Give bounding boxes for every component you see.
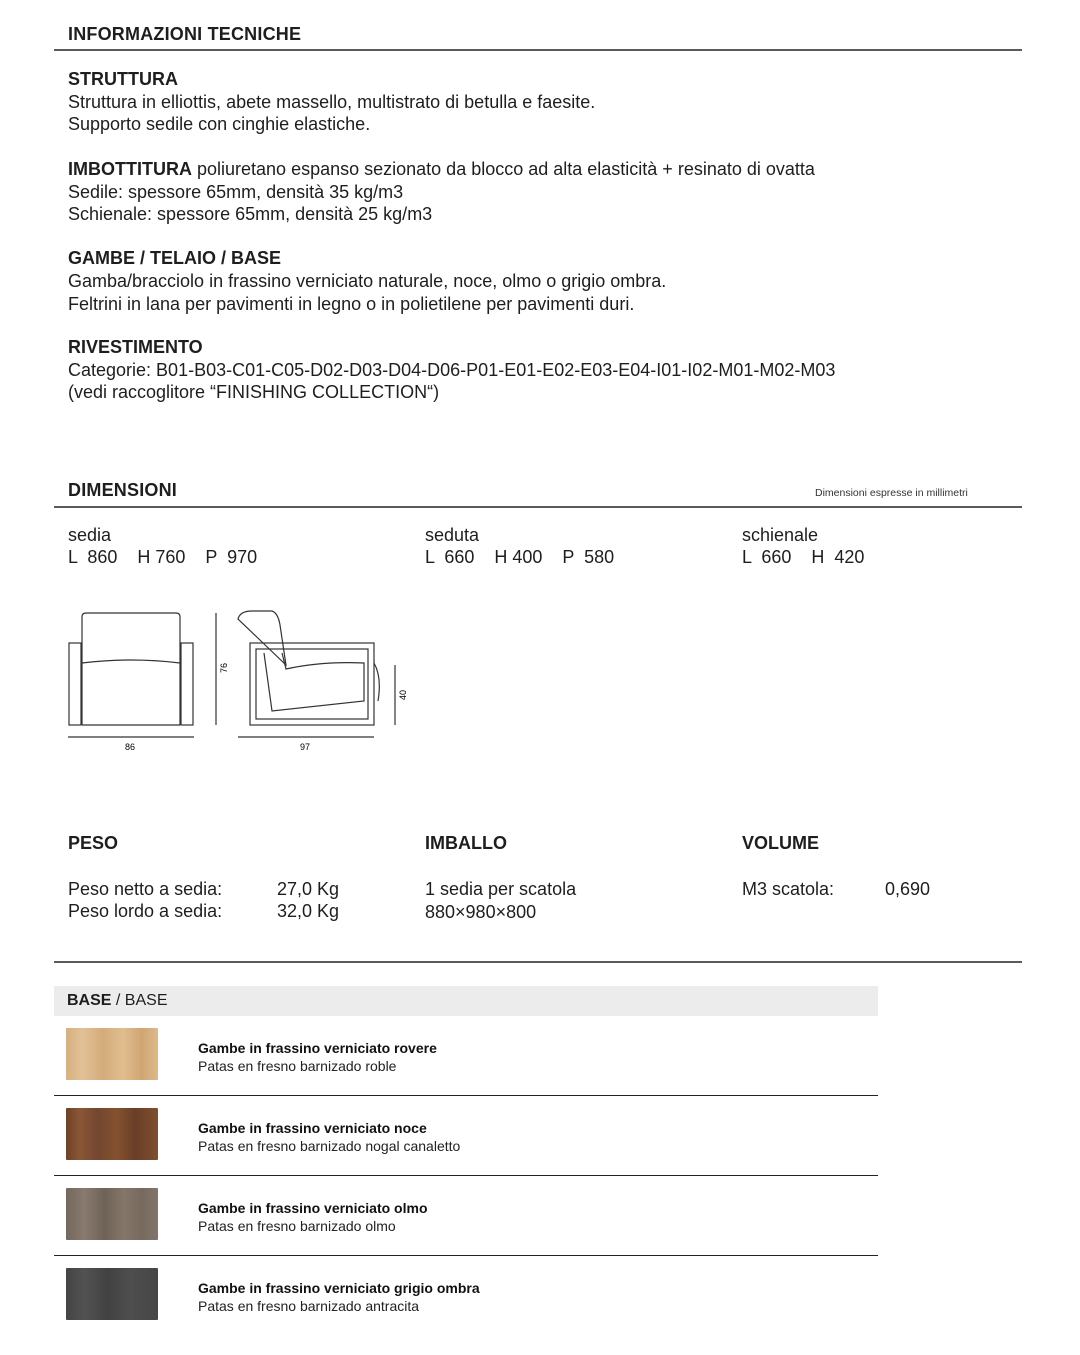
base-finish-row (54, 1016, 878, 1096)
imbottitura-description: poliuretano espanso sezionato da blocco ad alta elasticità + resinato di ovatta (197, 159, 815, 179)
seat-height-label: 40 (398, 689, 408, 700)
finish-name-es: Patas en fresno barnizado antracita (198, 1298, 420, 1314)
rivestimento-line-1: Categorie: B01-B03-C01-C05-D02-D03-D04-D06-P01-E01-E02-E03-E04-I01-I02-M01-M02-M03 (68, 360, 836, 380)
rivestimento-line-2: (vedi raccoglitore “FINISHING COLLECTION“) (68, 382, 440, 402)
dimensioni-divider (54, 506, 1022, 508)
armchair-technical-drawing (60, 605, 420, 755)
front-height-label: 76 (219, 662, 229, 673)
dim-schienale-values: L 660 H 420 (742, 547, 865, 567)
dim-seduta-values: L 660 H 400 P 580 (425, 547, 615, 567)
volume-title: VOLUME (742, 833, 820, 853)
base-title-rest: BASE (124, 992, 168, 1009)
rivestimento-title: RIVESTIMENTO (68, 337, 203, 357)
front-width-label: 86 (125, 742, 136, 752)
imballo-line-2: 880×980×800 (425, 902, 537, 922)
base-section-title (67, 986, 167, 1016)
peso-netto-value: 27,0 Kg (277, 879, 340, 899)
front-seat-cushion (82, 660, 180, 663)
base-title-separator: / (111, 992, 125, 1009)
imbottitura-line-2: Schienale: spessore 65mm, densità 25 kg/m3 (68, 204, 433, 224)
struttura-line-2: Supporto sedile con cinghie elastiche. (68, 114, 371, 134)
base-finish-row (54, 1176, 878, 1256)
base-finish-row (54, 1256, 878, 1336)
volume-label: M3 scatola: (742, 879, 835, 899)
finish-name-es: Patas en fresno barnizado olmo (198, 1218, 396, 1234)
side-depth-label: 97 (300, 742, 311, 752)
front-right-arm (181, 643, 193, 725)
peso-lordo-label: Peso lordo a sedia: (68, 901, 223, 921)
side-back-curve (374, 663, 379, 701)
finish-swatch-olmo (66, 1188, 158, 1240)
dimensioni-title: DIMENSIONI (68, 480, 178, 500)
imbottitura-line-1: Sedile: spessore 65mm, densità 35 kg/m3 (68, 182, 404, 202)
side-view (238, 611, 395, 737)
side-frame-inner (256, 649, 368, 719)
base-section-header (54, 986, 878, 1016)
imbottitura-title: IMBOTTITURA (68, 159, 192, 179)
specs-divider (54, 961, 1022, 963)
finish-swatch-grigio-ombra (66, 1268, 158, 1320)
finish-name-it: Gambe in frassino verniciato noce (198, 1120, 427, 1136)
finish-name-es: Patas en fresno barnizado roble (198, 1058, 397, 1074)
imbottitura-heading (68, 158, 815, 181)
side-backrest-top (238, 611, 286, 665)
dim-seduta-label: seduta (425, 525, 480, 545)
finish-swatch-noce (66, 1108, 158, 1160)
side-seat (264, 653, 364, 711)
finish-swatch-rovere (66, 1028, 158, 1080)
volume-value: 0,690 (885, 879, 931, 899)
finish-name-it: Gambe in frassino verniciato olmo (198, 1200, 428, 1216)
finish-name-it: Gambe in frassino verniciato rovere (198, 1040, 437, 1056)
peso-netto-label: Peso netto a sedia: (68, 879, 223, 899)
dimensioni-note: Dimensioni espresse in millimetri (815, 487, 968, 499)
front-view (68, 613, 216, 737)
gambe-line-1: Gamba/bracciolo in frassino verniciato naturale, noce, olmo o grigio ombra. (68, 271, 667, 291)
struttura-title: STRUTTURA (68, 69, 178, 89)
peso-title: PESO (68, 833, 119, 853)
struttura-line-1: Struttura in elliottis, abete massello, multistrato di betulla e faesite. (68, 92, 596, 112)
imballo-title: IMBALLO (425, 833, 507, 853)
front-left-arm (69, 643, 81, 725)
base-title-bold: BASE (67, 992, 112, 1009)
page-title: INFORMAZIONI TECNICHE (68, 24, 302, 44)
front-backrest (82, 613, 180, 725)
finish-name-it: Gambe in frassino verniciato grigio ombra (198, 1280, 480, 1296)
finish-name-es: Patas en fresno barnizado nogal canaletto (198, 1138, 461, 1154)
base-finish-row (54, 1096, 878, 1176)
peso-lordo-value: 32,0 Kg (277, 901, 340, 921)
dim-sedia-label: sedia (68, 525, 112, 545)
header-divider (54, 49, 1022, 51)
dim-sedia-values: L 860 H 760 P 970 (68, 547, 258, 567)
gambe-title: GAMBE / TELAIO / BASE (68, 248, 282, 268)
gambe-line-2: Feltrini in lana per pavimenti in legno o in polietilene per pavimenti duri. (68, 294, 635, 314)
imballo-line-1: 1 sedia per scatola (425, 879, 577, 899)
dim-schienale-label: schienale (742, 525, 819, 545)
